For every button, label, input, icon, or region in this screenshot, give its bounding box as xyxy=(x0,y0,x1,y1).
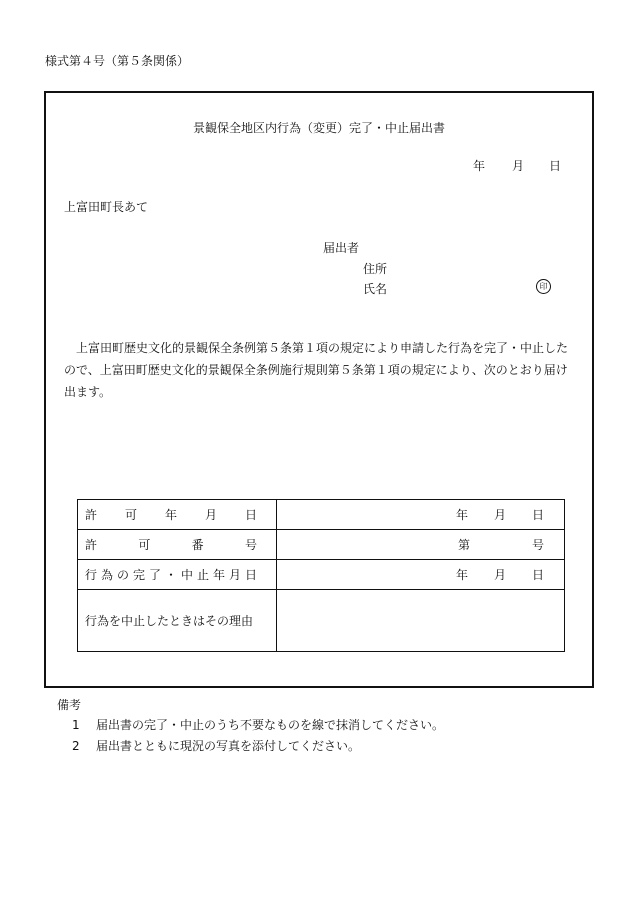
date-month-label: 月 xyxy=(512,159,525,173)
permit-number-value-cell[interactable] xyxy=(277,530,565,560)
remark-number: 1 xyxy=(72,718,80,732)
applicant-label: 届出者 xyxy=(323,241,360,255)
permit-date-value-cell[interactable] xyxy=(277,500,565,530)
table-row xyxy=(78,590,565,652)
remarks-title: 備考 xyxy=(57,698,82,712)
remark-text: 届出書とともに現況の写真を添付してください。 xyxy=(96,739,361,753)
date-year-label: 年 xyxy=(473,159,486,173)
declaration-text: 上富田町歴史文化的景観保全条例第５条第１項の規定により申請した行為を完了・中止したので、上富田町歴史文化的景観保全条例施行規則第５条第１項の規定により、次のとおり届け出ます。 xyxy=(64,341,569,399)
permit-number-label: 許可番号 xyxy=(85,538,257,552)
document-title: 景観保全地区内行為（変更）完了・中止届出書 xyxy=(192,121,445,135)
cancel-reason-value-cell[interactable] xyxy=(277,590,565,652)
permit-number-label-cell xyxy=(78,530,277,560)
addressee: 上富田町長あて xyxy=(64,200,149,214)
completion-date-value-cell[interactable] xyxy=(277,560,565,590)
completion-date-year: 年 xyxy=(455,568,468,582)
permit-date-day: 日 xyxy=(531,508,544,522)
permit-number-prefix: 第 xyxy=(457,538,470,552)
completion-date-day: 日 xyxy=(531,568,544,582)
name-label: 氏名 xyxy=(363,282,388,296)
permit-number-suffix: 号 xyxy=(531,538,544,552)
cancel-reason-label: 行為を中止したときはその理由 xyxy=(85,614,254,628)
permit-date-month: 月 xyxy=(493,508,506,522)
remark-number: 2 xyxy=(72,739,80,753)
cancel-reason-label-cell xyxy=(78,590,277,652)
details-table xyxy=(77,499,565,652)
table-row xyxy=(78,560,565,590)
remark-text: 届出書の完了・中止のうち不要なものを線で抹消してください。 xyxy=(96,718,445,732)
table-row xyxy=(78,530,565,560)
list-item xyxy=(72,716,444,733)
completion-date-label: 行為の完了・中止年月日 xyxy=(85,568,257,582)
table-row xyxy=(78,500,565,530)
address-label: 住所 xyxy=(363,262,388,276)
form-number-label: 様式第４号（第５条関係） xyxy=(45,54,190,68)
form-frame xyxy=(44,91,594,688)
permit-date-label-cell xyxy=(78,500,277,530)
seal-icon: 印 xyxy=(536,279,551,294)
permit-date-year: 年 xyxy=(455,508,468,522)
completion-date-month: 月 xyxy=(493,568,506,582)
list-item xyxy=(72,737,360,754)
permit-date-label: 許可年月日 xyxy=(85,508,257,522)
completion-date-label-cell xyxy=(78,560,277,590)
date-day-label: 日 xyxy=(549,159,562,173)
